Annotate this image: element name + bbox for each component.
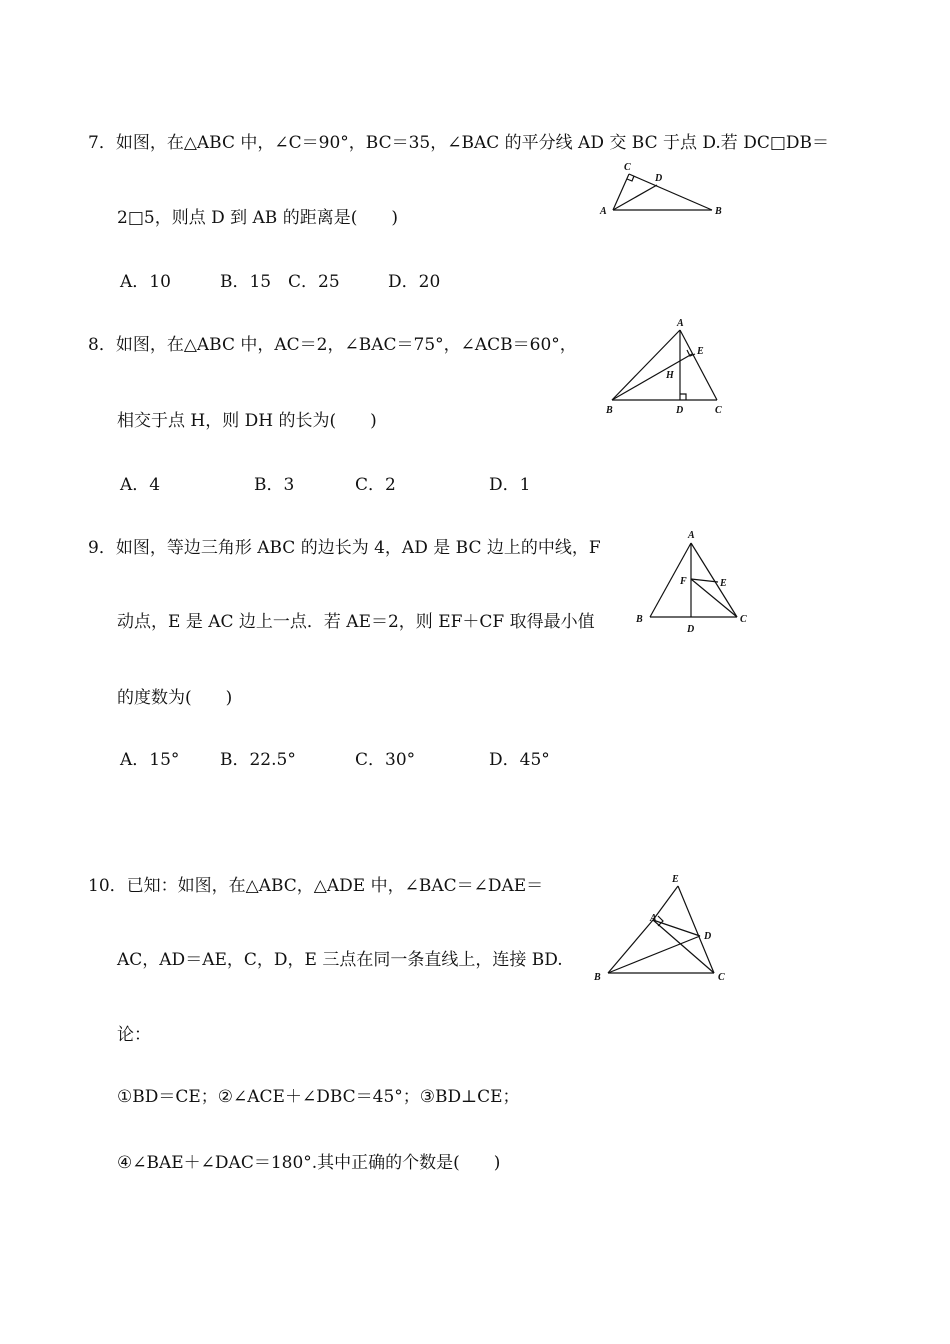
q8-figure [600, 315, 740, 420]
q9-figure [632, 527, 757, 642]
q7-choice-c: C．25 [288, 272, 340, 292]
q10-label-e: E [672, 874, 679, 885]
q9-choice-a: A．15° [120, 750, 180, 770]
q9-label-b: B [636, 614, 643, 625]
q8-choice-b: B．3 [254, 475, 295, 495]
q8-stem-line2: 相交于点 H，则 DH 的长为( ) [117, 411, 377, 431]
q7-choice-d: D．20 [388, 272, 441, 292]
q8-label-b: B [606, 405, 613, 416]
q8-label-d: D [676, 405, 684, 416]
q9-stem-line2: 动点，E 是 AC 边上一点．若 AE＝2，则 EF＋CF 取得最小值 [117, 612, 595, 632]
q8-choice-c: C．2 [355, 475, 396, 495]
q7-label-c: C [624, 162, 631, 173]
q9-label-f: F [680, 576, 687, 587]
q9-label-c: C [740, 614, 747, 625]
q8-choice-d: D．1 [489, 475, 531, 495]
q9-label-a: A [688, 530, 695, 541]
q9-stem-line3: 的度数为( ) [117, 688, 233, 708]
q9-choice-d: D．45° [489, 750, 550, 770]
q10-figure [588, 868, 738, 986]
q10-label-c: C [718, 972, 725, 983]
q8-stem-line1: 8．如图，在△ABC 中，AC＝2，∠BAC＝75°，∠ACB＝60°， [88, 335, 577, 355]
q8-label-h: H [666, 370, 674, 381]
q7-choice-a: A．10 [120, 272, 171, 292]
q8-label-a: A [677, 318, 684, 329]
q7-stem-line2: 2□5，则点 D 到 AB 的距离是( ) [117, 208, 398, 228]
q8-label-c: C [715, 405, 722, 416]
q10-stem-line5: ④∠BAE＋∠DAC＝180°.其中正确的个数是( ) [117, 1153, 501, 1173]
q10-stem-line3: 论： [117, 1025, 151, 1045]
q9-label-e: E [720, 578, 727, 589]
q7-label-d: D [655, 173, 663, 184]
q10-stem-line2: AC，AD＝AE，C，D，E 三点在同一条直线上，连接 BD. [117, 950, 563, 970]
q7-stem-line1: 7．如图，在△ABC 中，∠C＝90°，BC＝35，∠BAC 的平分线 AD 交 BC 于点 D.若 DC□DB＝ [88, 133, 830, 153]
q10-label-b: B [594, 972, 601, 983]
q9-choice-b: B．22.5° [220, 750, 296, 770]
q9-choice-c: C．30° [355, 750, 416, 770]
q7-label-a: A [600, 206, 607, 217]
q8-choice-a: A．4 [120, 475, 161, 495]
q10-stem-line4: ①BD＝CE；②∠ACE＋∠DBC＝45°；③BD⊥CE； [117, 1087, 520, 1107]
q9-stem-line1: 9．如图，等边三角形 ABC 的边长为 4，AD 是 BC 边上的中线，F [88, 538, 601, 558]
q7-choice-b: B．15 [220, 272, 272, 292]
q8-label-e: E [697, 346, 704, 357]
q7-label-b: B [715, 206, 722, 217]
q10-label-a: A [650, 913, 657, 924]
q10-stem-line1: 10．已知：如图，在△ABC，△ADE 中，∠BAC＝∠DAE＝ [88, 876, 544, 896]
q10-label-d: D [704, 931, 712, 942]
q7-figure [596, 158, 732, 222]
q9-label-d: D [687, 624, 695, 635]
